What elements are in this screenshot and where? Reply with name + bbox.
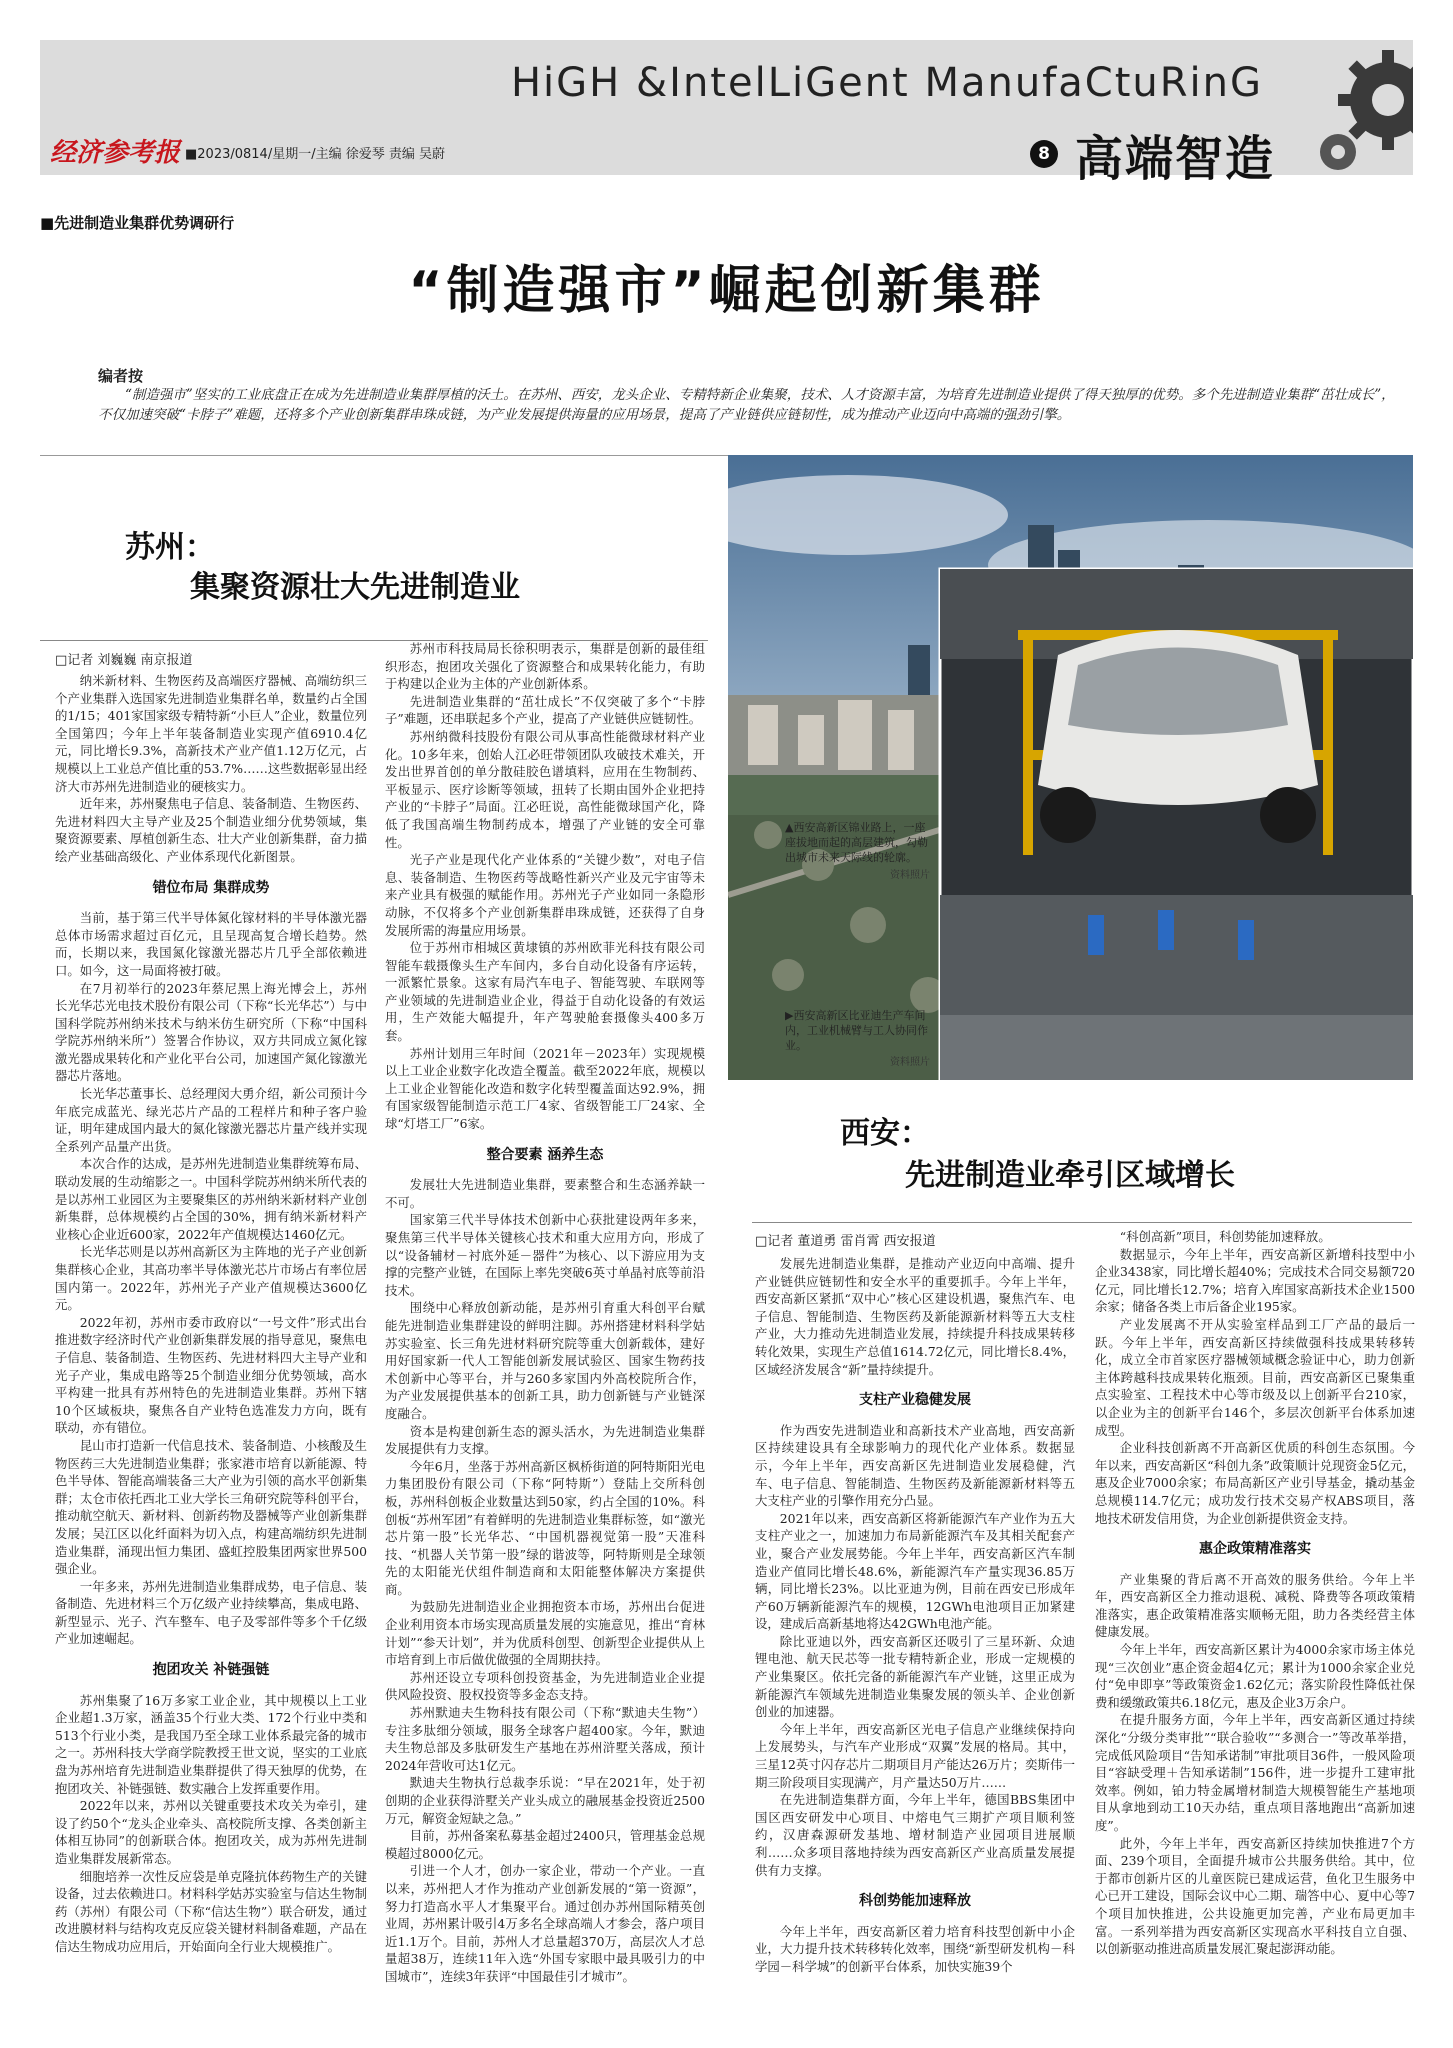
paragraph: 昆山市打造新一代信息技术、装备制造、小核酸及生物医药三大先进制造业集群；张家港市培育以新能源、特色半导体、智能高端装备三大产业为引领的高水平创新集群；太仓市依托西北工业大学长三角研究院等科创平台，推动航空航天、新材料、创新药物及器械等产业创新集群发展；吴江区以化纤面料为切入点，构建高端纺织先进制造业集群，涌现出恒力集团、盛虹控股集团两家世界500强企业。 — [55, 1437, 367, 1577]
paragraph: 2022年初，苏州市委市政府以“一号文件”形式出台推进数字经济时代产业创新集群发展的指导意见，聚焦电子信息、装备制造、生物医药、先进材料四大主导产业和光子产业，集成电路等25个制造业细分优势领域，高水平构建一批具有苏州特色的先进制造业集群。苏州下辖10个区域板块，聚焦各自产业特色选准发力方向，既有联动，亦有错位。 — [55, 1314, 367, 1436]
paragraph: 产业集聚的背后离不开高效的服务供给。今年上半年，西安高新区全力推动退税、减税、降费等各项政策精准落实，惠企政策精准落实顺畅无阻，助力各类经营主体健康发展。 — [1095, 1571, 1415, 1640]
editor-note-title: 编者按 — [98, 367, 144, 385]
paragraph: 今年上半年，西安高新区光电子信息产业继续保持向上发展势头，与汽车产业形成“双翼”发展的格局。其中，三星12英寸闪存芯片二期项目月产能达26万片；奕斯伟一期三阶段项目实现满产，月产量达50万片…… — [755, 1721, 1075, 1790]
paragraph: 在提升服务方面，今年上半年，西安高新区通过持续深化“分级分类审批”“联合验收”“多测合一”等改革举措，完成低风险项目“告知承诺制”审批项目36件，一般风险项目“容缺受理＋告知承诺制”156件，进一步提升工建审批效率。例如，铂力特金属增材制造大规模智能生产基地项目从拿地到动工10天办结，重点项目落地跑出“高新加速度”。 — [1095, 1712, 1415, 1833]
paragraph: 目前，苏州备案私募基金超过2400只，管理基金总规模超过8000亿元。 — [385, 1828, 705, 1861]
page-number: 8 — [1030, 140, 1058, 168]
paragraph: “科创高新”项目，科创势能加速释放。 — [1119, 1229, 1331, 1244]
paragraph: 国家第三代半导体技术创新中心获批建设两年多来，聚焦第三代半导体关键核心技术和重大应用方向，形成了以“设备辅材－衬底外延－器件”为核心、以下游应用为支撑的完整产业链，在国际上率先突破6英寸单晶衬底等前沿技术。 — [385, 1212, 705, 1298]
paragraph: 细胞培养一次性反应袋是单克隆抗体药物生产的关键设备，过去依赖进口。材料科学姑苏实验室与信达生物制药（苏州）有限公司（下称“信达生物”）联合研发，通过改进膜材料与结构攻克反应袋关键材料制备难题，产品在信达生物成功应用后，开始面向全行业大规模推广。 — [55, 1868, 367, 1954]
paragraph: 此外，今年上半年，西安高新区持续加快推进7个方面、239个项目，全面提升城市公共服务供给。其中，位于都市创新片区的儿童医院已建成运营，鱼化卫生服务中心已开工建设，国际会议中心二期、瑞答中心、夏中心等7个项目加快推进，公共设施更加完善，产业布局更加丰富。一系列举措为西安高新区实现高水平科技自立自强、以创新驱动推进高质量发展汇聚起澎湃动能。 — [1095, 1835, 1415, 1957]
paragraph: 近年来，苏州聚焦电子信息、装备制造、生物医药、先进材料四大主导产业及25个制造业细分优势领域，集聚资源要素、厚植创新生态、壮大产业创新集群，奋力描绘产业基础高级化、产业体系现代化新图景。 — [55, 796, 367, 864]
xian-city-title: 西安： — [840, 1116, 930, 1151]
paragraph: 2022年以来，苏州以关键重要技术攻关为牵引，建设了约50个“龙头企业牵头、高校院所支撑、各类创新主体相互协同”的创新联合体。抱团攻关，成为苏州先进制造业集群发展新常态。 — [55, 1798, 367, 1866]
paragraph: 一年多来，苏州先进制造业集群成势，电子信息、装备制造、先进材料三个万亿级产业持续攀高，集成电路、新型显示、光子、汽车整车、电子及零部件等多个千亿级产业加速崛起。 — [55, 1578, 367, 1647]
suzhou-city-title: 苏州： — [125, 530, 215, 565]
paragraph: 今年上半年，西安高新区着力培育科技型创新中小企业，大力提升技术转移转化效率，围绕“新型研发机构－科学园－科学城”的创新平台体系，加快实施39个 — [755, 1923, 1075, 1974]
paragraph: 长光华芯董事长、总经理闵大勇介绍，新公司预计今年底完成蓝光、绿光芯片产品的工程样片和种子客户验证，明年建成国内最大的氮化镓激光器芯片量产线并实现全系列产品量产出货。 — [55, 1086, 367, 1154]
city-skyline-photo — [728, 455, 1413, 1080]
paragraph: 数据显示，今年上半年，西安高新区新增科技型中小企业3438家，同比增长超40%；完成技术合同交易额720亿元，同比增长12.7%；培育入库国家高新技术企业1500余家；储备各类上市后备企业195家。 — [1095, 1246, 1415, 1315]
paragraph: 长光华芯则是以苏州高新区为主阵地的光子产业创新集群核心企业，其高功率半导体激光芯片市场占有率位居国内第一。2022年，苏州光子产业产值规模达3600亿元。 — [55, 1244, 367, 1313]
masthead — [40, 40, 1413, 187]
photo-credit-2: 资料照片 — [890, 1057, 930, 1068]
suzhou-subtitle: 集聚资源壮大先进制造业 — [190, 570, 520, 605]
paragraph: 企业科技创新离不开高新区优质的科创生态氛围。今年以来，西安高新区“科创九条”政策顺计兑现资金5亿元，惠及企业7000余家；布局高新区产业引导基金，撬动基金总规模114.7亿元；成功发行技术交易产权ABS项目，落地技术研发信用贷，为企业创新提供资金支持。 — [1095, 1440, 1415, 1526]
paragraph: 今年6月，坐落于苏州高新区枫桥街道的阿特斯阳光电力集团股份有限公司（下称“阿特斯”）登陆上交所科创板，苏州科创板企业数量达到50家，约占全国的10%。科创板“苏州军团”有着鲜明的先进制造业集群标签，如“激光芯片第一股”长光华芯、“中国机器视觉第一股”天准科技、“机器人关节第一股”绿的谐波等，阿特斯则是全球领先的太阳能光伏组件制造商和太阳能整体解决方案提供商。 — [385, 1458, 705, 1597]
paragraph: 位于苏州市相城区黄埭镇的苏州欧菲光科技有限公司智能车载摄像头生产车间内，多台自动化设备有序运转，一派繁忙景象。这家有局汽车电子、智能驾驶、车联网等产业领域的先进制造业企业，得益于自动化设备的有效运用，生产效能大幅提升，年产驾驶舱套摄像头400多万套。 — [385, 940, 705, 1044]
paragraph: 默迪夫生物执行总裁李乐说：“早在2021年，处于初创期的企业获得浒墅关产业头成立的融展基金投资近2500万元，解资金短缺之急。” — [385, 1775, 705, 1826]
issue-info: ■2023/0814/星期一/主编 徐爱琴 责编 吴蔚 — [185, 147, 445, 162]
suzhou-column-1 — [55, 672, 367, 1956]
xian-rule — [752, 1222, 1412, 1223]
subheading: 错位布局 集群成势 — [152, 879, 270, 896]
gear-icon — [1278, 40, 1413, 175]
section-title: 高端智造 — [1075, 131, 1276, 187]
paragraph: 苏州纳微科技股份有限公司从事高性能微球材料产业化。10多年来，创始人江必旺带领团队攻破技术难关，开发出世界首创的单分散硅胶色谱填料，应用在生物制药、平板显示、医疗诊断等领域，扭转了长期由国外企业把持产业的“卡脖子”局面。江必旺说，高性能微球国产化，降低了我国高端生物制药成本，增强了产业链的安全可靠性。 — [385, 728, 705, 850]
paragraph: 苏州还设立专项科创投资基金，为先进制造业企业提供风险投资、股权投资等多金态支持。 — [385, 1669, 705, 1703]
paragraph: 苏州计划用三年时间（2021年－2023年）实现规模以上工业企业数字化改造全覆盖。截至2022年底，规模以上工业企业智能化改造和数字化转型覆盖面达92.9%，拥有国家级智能制造示范工厂4家、省级智能工厂24家、全球“灯塔工厂”6家。 — [385, 1045, 705, 1132]
paragraph: 在先进制造集群方面，今年上半年，德国BBS集团中国区西安研发中心项目、中熔电气三期扩产项目顺利签约，汉唐森源研发基地、增材制造产业园项目进展顺利……众多项目落地持续为西安高新区产业高质量发展提供有力支撑。 — [755, 1792, 1075, 1878]
paragraph: 苏州市科技局局长徐积明表示，集群是创新的最佳组织形态，抱团攻关强化了资源整合和成果转化能力，有助于构建以企业为主体的产业创新体系。 — [385, 641, 705, 692]
subheading: 惠企政策精准落实 — [1199, 1541, 1311, 1558]
xian-byline: □记者 董道勇 雷肖霄 西安报道 — [755, 1234, 936, 1249]
photo-caption-2: ▶西安高新区比亚迪生产车间内，工业机械臂与工人协同作业。 — [785, 1009, 928, 1052]
paragraph: 围绕中心释放创新动能，是苏州引育重大科创平台赋能先进制造业集群建设的鲜明注脚。苏州搭建材料科学姑苏实验室、长三角先进材料研究院等重大创新载体，建好用好国家新一代人工智能创新发展试验区、国家生物药技术创新中心等平台，并与260多家国内外高校院所合作，为产业发展提供基本的创新工具，助力创新链与产业链深度融合。 — [385, 1300, 705, 1421]
paragraph: 先进制造业集群的“茁壮成长”不仅突破了多个“卡脖子”难题，还串联起多个产业，提高了产业链供应链韧性。 — [385, 693, 705, 727]
series-label: ■先进制造业集群优势调研行 — [40, 214, 235, 232]
paragraph: 苏州默迪夫生物科技有限公司（下称“默迪夫生物”）专注多肽细分领域，服务全球客户超400家。今年，默迪夫生物总部及多肽研发生产基地在苏州浒墅关落成，预计2024年营收可达1亿元。 — [385, 1705, 705, 1773]
photo-caption-1: ▲西安高新区锦业路上，一座座拔地而起的高层建筑，勾勒出城市未来天际线的轮廓。 — [785, 821, 928, 864]
headline: “制造强市”崛起创新集群 — [408, 261, 1045, 321]
paragraph: 除比亚迪以外，西安高新区还吸引了三星环新、众迪锂电池、航天民芯等一批专精特新企业，形成一定规模的产业集聚区。依托完备的新能源汽车产业链，这里正成为新能源汽车领域先进制造业集聚发展的领头羊、企业创新创业的加速器。 — [755, 1633, 1075, 1720]
subheading: 科创势能加速释放 — [859, 1893, 971, 1910]
xian-column-1 — [755, 1255, 1075, 1976]
subheading: 抱团攻关 补链强链 — [152, 1662, 270, 1679]
paragraph: 本次合作的达成，是苏州先进制造业集群统筹布局、联动发展的生动缩影之一。中国科学院苏州纳米所代表的是以苏州工业园区为主要聚集区的苏州纳米新材料产业创新集群，总体规模约占全国的30%，拥有纳米新材料产业核心企业近600家，2022年产值规模达1460亿元。 — [55, 1156, 367, 1242]
paragraph: 发展先进制造业集群，是推动产业迈向中高端、提升产业链供应链韧性和安全水平的重要抓手。今年上半年，西安高新区紧抓“双中心”核心区建设机遇，聚焦汽车、电子信息、智能制造、生物医药及新能源新材料等五大支柱产业，大力推动先进制造业发展，持续提升科技成果转移转化效果，实现生产总值1614.72亿元，同比增长8.4%，区域经济发展含“新”量持续提升。 — [755, 1256, 1075, 1377]
newspaper-logo: 经济参考报 — [50, 138, 181, 168]
paragraph: 资本是构建创新生态的源头活水，为先进制造业集群发展提供有力支撑。 — [385, 1423, 705, 1457]
editor-note-text: “制造强市”坚实的工业底盘正在成为先进制造业集群厚植的沃土。在苏州、西安，龙头企业、专精特新企业集聚，技术、人才资源丰富，为培育先进制造业提供了得天独厚的优势。多个先进制造业集群“茁壮成长”，不仅加速突破“卡脖子”难题，还将多个产业创新集群串珠成链，为产业发展提供海量的应用场景，提高了产业链供应链韧性，成为推动产业迈向中高端的强劲引擎。 — [98, 387, 1395, 423]
paragraph: 作为西安先进制造业和高新技术产业高地，西安高新区持续建设具有全球影响力的现代化产业体系。数据显示，今年上半年，西安高新区先进制造业发展稳健，汽车、电子信息、智能制造、生物医药及新能源新材料等五大支柱产业的引擎作用充分凸显。 — [755, 1422, 1075, 1509]
suzhou-column-2 — [385, 640, 705, 1986]
xian-subtitle: 先进制造业牵引区域增长 — [905, 1158, 1235, 1193]
subheading: 支柱产业稳健发展 — [859, 1392, 971, 1409]
paragraph: 纳米新材料、生物医药及高端医疗器械、高端纺织三个产业集群入选国家先进制造业集群名单，数量约占全国的1/15；401家国家级专精特新“小巨人”企业，数量位列全国第四；今年上半年装备制造业实现产值6910.4亿元，同比增长9.3%，高新技术产业产值1.12万亿元，占规模以上工业总产值比重的53.7%……这些数据彰显出经济大市苏州先进制造业的硬核实力。 — [55, 673, 367, 794]
paragraph: 发展壮大先进制造业集群，要素整合和生态涵养缺一不可。 — [385, 1177, 705, 1210]
paragraph: 为鼓励先进制造业企业拥抱资本市场，苏州出台促进企业利用资本市场实现高质量发展的实施意见，推出“育林计划”“参天计划”，并为优质科创型、创新型企业提供从上市培育到上市后做优做强的全周期扶持。 — [385, 1599, 705, 1668]
subheading: 整合要素 涵养生态 — [486, 1146, 604, 1163]
photo-credit-1: 资料照片 — [890, 870, 930, 881]
paragraph: 当前，基于第三代半导体氮化镓材料的半导体激光器总体市场需求超过百亿元，且呈现高复合增长趋势。然而，长期以来，我国氮化镓激光器芯片几乎全部依赖进口。如今，这一局面将被打破。 — [55, 910, 367, 978]
paragraph: 光子产业是现代化产业体系的“关键少数”，对电子信息、装备制造、生物医药等战略性新兴产业及元宇宙等未来产业具有极强的赋能作用。苏州光子产业如同一条隐形动脉，不仅将多个产业创新集群串珠成链，还获得了自身发展所需的海量应用场景。 — [385, 852, 705, 938]
paragraph: 苏州集聚了16万多家工业企业，其中规模以上工业企业超1.3万家，涵盖35个行业大类、172个行业中类和513个行业小类，是我国乃至全球工业体系最完备的城市之一。苏州科技大学商学院教授王世文说，坚实的工业底盘为苏州培育先进制造业集群提供了得天独厚的优势，在抱团攻关、补链强链、数实融合上发挥重要作用。 — [55, 1692, 367, 1796]
suzhou-byline: □记者 刘巍巍 南京报道 — [55, 653, 193, 668]
paragraph: 产业发展离不开从实验室样品到工厂产品的最后一跃。今年上半年，西安高新区持续做强科技成果转移转化，成立全市首家医疗器械领域概念验证中心，助力创新主体跨越科技成果转化瓶颈。目前，西安高新区已聚集重点实验室、工程技术中心等市级及以上创新平台210家，以企业为主的创新平台146个，多层次创新平台体系加速成型。 — [1095, 1316, 1415, 1438]
xian-column-2 — [1095, 1228, 1415, 1958]
paragraph: 在7月初举行的2023年蔡尼黑上海光博会上，苏州长光华芯光电技术股份有限公司（下称“长光华芯”）与中国科学院苏州纳米技术与纳米仿生研究所（下称“中国科学院苏州纳米所”）签署合作协议，双方共同成立氮化镓激光器成果转化和产业化平台公司，加速国产氮化镓激光器芯片落地。 — [55, 980, 367, 1084]
paragraph: 今年上半年，西安高新区累计为4000余家市场主体兑现“三次创业”惠企资金超4亿元；累计为1000余家企业兑付“免申即享”等政策资金1.62亿元；落实阶段性降低社保费和缓缴政策共6.18亿元，惠及企业3万余户。 — [1095, 1642, 1415, 1710]
brand-english: HiGH &IntelLiGent ManufaCtuRinG — [510, 60, 1263, 106]
paragraph: 引进一个人才，创办一家企业，带动一个产业。一直以来，苏州把人才作为推动产业创新发展的“第一资源”，努力打造高水平人才集聚平台。通过创办苏州国际精英创业周，苏州累计吸引4万多名全球高端人才参会，落户项目近1.1万个。目前，苏州人才总量超370万，高层次人才总量超38万，连续11年入选“外国专家眼中最具吸引力的中国城市”，连续3年获评“中国最佳引才城市”。 — [385, 1863, 705, 1984]
paragraph: 2021年以来，西安高新区将新能源汽车产业作为五大支柱产业之一，加速加力布局新能源汽车及其相关配套产业，聚合产业发展势能。今年上半年，西安高新区汽车制造业产值同比增长48.6%，新能源汽车产量实现36.85万辆，同比增长23%。以比亚迪为例，目前在西安已形成年产60万辆新能源汽车的规模，12GWh电池项目正加紧建设，建成后高新基地将达42GWh电池产能。 — [755, 1510, 1075, 1632]
